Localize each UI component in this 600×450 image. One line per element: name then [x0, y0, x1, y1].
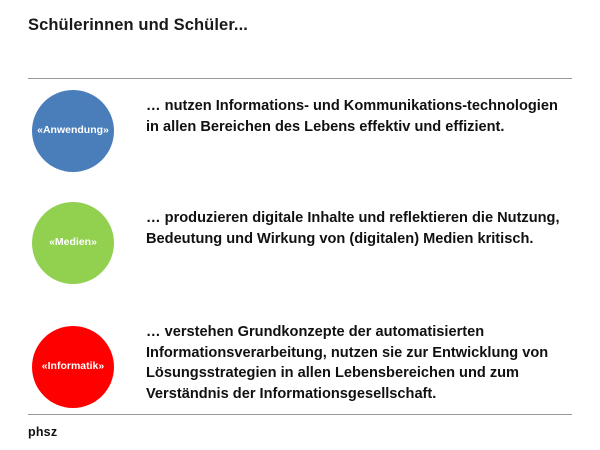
- page-title: Schülerinnen und Schüler...: [28, 16, 248, 34]
- competency-row-medien: [0, 194, 600, 304]
- competency-text-informatik: … verstehen Grundkonzepte der automatisierten Informationsverarbeitung, nutzen sie zur Entwicklung von Lösungsstrategien in allen Lebensbereichen und zum Verständnis der Informationsgesellschaft.: [146, 324, 549, 403]
- competency-rows: [0, 86, 600, 416]
- bubble-medien: «Medien»: [32, 202, 114, 284]
- bubble-informatik: «Informatik»: [32, 326, 114, 408]
- competency-text-anwendung: … nutzen Informations- und Kommunikations-technologien in allen Bereichen des Lebens effektiv und effizient.: [146, 98, 558, 135]
- competency-text-medien: … produzieren digitale Inhalte und reflektieren die Nutzung, Bedeutung und Wirkung von (digitalen) Medien kritisch.: [146, 210, 560, 247]
- bubble-anwendung: «Anwendung»: [32, 90, 114, 172]
- competency-row-informatik: [0, 304, 600, 416]
- bubble-wrap-informatik: [0, 304, 146, 408]
- divider-top: [28, 78, 572, 79]
- bubble-wrap-anwendung: [0, 86, 146, 172]
- footer-logo: phsz: [28, 425, 58, 439]
- divider-bottom: [28, 414, 572, 415]
- bubble-wrap-medien: [0, 194, 146, 284]
- competency-row-anwendung: [0, 86, 600, 194]
